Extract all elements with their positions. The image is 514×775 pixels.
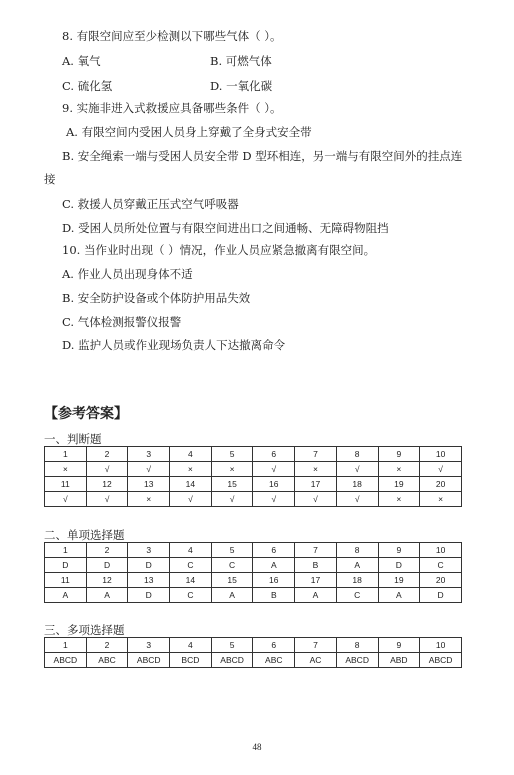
table-cell: 15: [211, 573, 253, 588]
single-choice-section-title: 二、单项选择题: [44, 528, 125, 542]
table-cell: 9: [378, 447, 420, 462]
table-cell: 5: [211, 447, 253, 462]
table-cell: ABCD: [45, 653, 87, 668]
table-row: [45, 447, 462, 462]
table-cell: √: [170, 492, 212, 507]
table-cell: ×: [378, 492, 420, 507]
table-cell: ABCD: [336, 653, 378, 668]
question-8-option-b: B. 可燃气体: [210, 54, 272, 68]
question-8-option-c: C. 硫化氢: [62, 79, 113, 93]
table-cell: 18: [336, 477, 378, 492]
table-cell: ABCD: [211, 653, 253, 668]
table-cell: 20: [420, 573, 462, 588]
table-cell: 7: [295, 638, 337, 653]
table-cell: B: [295, 558, 337, 573]
table-cell: 1: [45, 638, 87, 653]
table-cell: 8: [336, 543, 378, 558]
table-cell: 13: [128, 573, 170, 588]
question-9-option-b: B. 安全绳索一端与受困人员安全带 D 型环相连，另一端与有限空间外的挂点连: [62, 149, 463, 163]
judgment-answer-table: [44, 446, 462, 507]
table-cell: 8: [336, 447, 378, 462]
table-cell: ABC: [86, 653, 128, 668]
table-cell: ×: [170, 462, 212, 477]
table-cell: √: [336, 492, 378, 507]
question-10-option-a: A. 作业人员出现身体不适: [62, 267, 193, 281]
table-cell: 4: [170, 447, 212, 462]
table-cell: 8: [336, 638, 378, 653]
question-10-option-b: B. 安全防护设备或个体防护用品失效: [62, 291, 251, 305]
table-cell: C: [170, 558, 212, 573]
table-cell: AC: [295, 653, 337, 668]
table-cell: C: [211, 558, 253, 573]
table-row: [45, 492, 462, 507]
table-cell: C: [336, 588, 378, 603]
question-10-stem: 10. 当作业时出现（ ）情况，作业人员应紧急撤离有限空间。: [62, 243, 376, 257]
table-cell: BCD: [170, 653, 212, 668]
table-cell: √: [86, 492, 128, 507]
single-choice-answer-table: [44, 542, 462, 603]
judgment-section-title: 一、判断题: [44, 432, 102, 446]
table-cell: 2: [86, 447, 128, 462]
table-cell: 10: [420, 543, 462, 558]
table-cell: 2: [86, 638, 128, 653]
table-cell: A: [211, 588, 253, 603]
question-9-option-c: C. 救援人员穿戴正压式空气呼吸器: [62, 197, 239, 211]
table-cell: 12: [86, 573, 128, 588]
table-cell: 11: [45, 573, 87, 588]
table-cell: 17: [295, 477, 337, 492]
table-cell: 17: [295, 573, 337, 588]
table-row: [45, 462, 462, 477]
question-8-option-a: A. 氧气: [62, 54, 101, 68]
table-cell: 1: [45, 447, 87, 462]
table-row: [45, 573, 462, 588]
table-cell: 14: [170, 573, 212, 588]
table-cell: 6: [253, 447, 295, 462]
table-cell: 10: [420, 447, 462, 462]
table-cell: √: [336, 462, 378, 477]
table-cell: D: [420, 588, 462, 603]
table-cell: √: [86, 462, 128, 477]
table-cell: √: [253, 492, 295, 507]
table-cell: D: [45, 558, 87, 573]
table-cell: 19: [378, 573, 420, 588]
table-cell: 4: [170, 543, 212, 558]
multi-choice-section-title: 三、多项选择题: [44, 623, 125, 637]
table-cell: 2: [86, 543, 128, 558]
question-8-stem: 8. 有限空间应至少检测以下哪些气体（ ）。: [62, 29, 282, 43]
table-cell: 5: [211, 543, 253, 558]
table-cell: D: [86, 558, 128, 573]
table-cell: 5: [211, 638, 253, 653]
table-cell: ABC: [253, 653, 295, 668]
table-cell: 16: [253, 477, 295, 492]
multi-choice-answer-table: [44, 637, 462, 668]
table-cell: √: [295, 492, 337, 507]
table-cell: D: [378, 558, 420, 573]
question-8-option-d: D. 一氧化碳: [210, 79, 273, 93]
table-cell: 10: [420, 638, 462, 653]
question-9-option-d: D. 受困人员所处位置与有限空间进出口之间通畅、无障碍物阻挡: [62, 221, 389, 235]
table-row: [45, 477, 462, 492]
table-cell: ×: [128, 492, 170, 507]
table-cell: 4: [170, 638, 212, 653]
table-cell: 19: [378, 477, 420, 492]
table-cell: 3: [128, 447, 170, 462]
table-cell: ABCD: [420, 653, 462, 668]
table-cell: D: [128, 588, 170, 603]
question-9-stem: 9. 实施非进入式救援应具备哪些条件（ ）。: [62, 101, 282, 115]
table-cell: ×: [295, 462, 337, 477]
table-cell: 6: [253, 543, 295, 558]
table-cell: ×: [378, 462, 420, 477]
table-cell: √: [128, 462, 170, 477]
table-cell: A: [253, 558, 295, 573]
table-cell: A: [45, 588, 87, 603]
table-cell: √: [253, 462, 295, 477]
table-cell: √: [211, 492, 253, 507]
table-cell: 20: [420, 477, 462, 492]
table-cell: A: [378, 588, 420, 603]
table-cell: 12: [86, 477, 128, 492]
question-9-option-b-cont: 接: [44, 172, 56, 186]
page-number: 48: [252, 742, 262, 752]
table-cell: 11: [45, 477, 87, 492]
table-cell: ×: [420, 492, 462, 507]
table-cell: √: [420, 462, 462, 477]
table-row: [45, 653, 462, 668]
table-cell: C: [170, 588, 212, 603]
table-cell: 14: [170, 477, 212, 492]
table-cell: ×: [45, 462, 87, 477]
table-cell: 3: [128, 638, 170, 653]
table-cell: ABCD: [128, 653, 170, 668]
table-cell: 3: [128, 543, 170, 558]
table-cell: 6: [253, 638, 295, 653]
table-cell: ×: [211, 462, 253, 477]
table-cell: √: [45, 492, 87, 507]
table-cell: 7: [295, 543, 337, 558]
table-cell: A: [295, 588, 337, 603]
table-cell: 9: [378, 638, 420, 653]
question-9-option-a: A. 有限空间内受困人员身上穿戴了全身式安全带: [66, 125, 312, 139]
table-cell: A: [86, 588, 128, 603]
table-cell: D: [128, 558, 170, 573]
table-cell: 1: [45, 543, 87, 558]
table-cell: 13: [128, 477, 170, 492]
table-cell: 18: [336, 573, 378, 588]
answers-heading: 【参考答案】: [44, 406, 128, 422]
table-row: [45, 588, 462, 603]
table-cell: B: [253, 588, 295, 603]
table-row: [45, 558, 462, 573]
question-10-option-d: D. 监护人员或作业现场负责人下达撤离命令: [62, 338, 286, 352]
question-10-option-c: C. 气体检测报警仪报警: [62, 315, 182, 329]
table-cell: C: [420, 558, 462, 573]
table-cell: 16: [253, 573, 295, 588]
table-cell: A: [336, 558, 378, 573]
table-row: [45, 638, 462, 653]
table-cell: 7: [295, 447, 337, 462]
table-row: [45, 543, 462, 558]
table-cell: 9: [378, 543, 420, 558]
table-cell: ABD: [378, 653, 420, 668]
table-cell: 15: [211, 477, 253, 492]
